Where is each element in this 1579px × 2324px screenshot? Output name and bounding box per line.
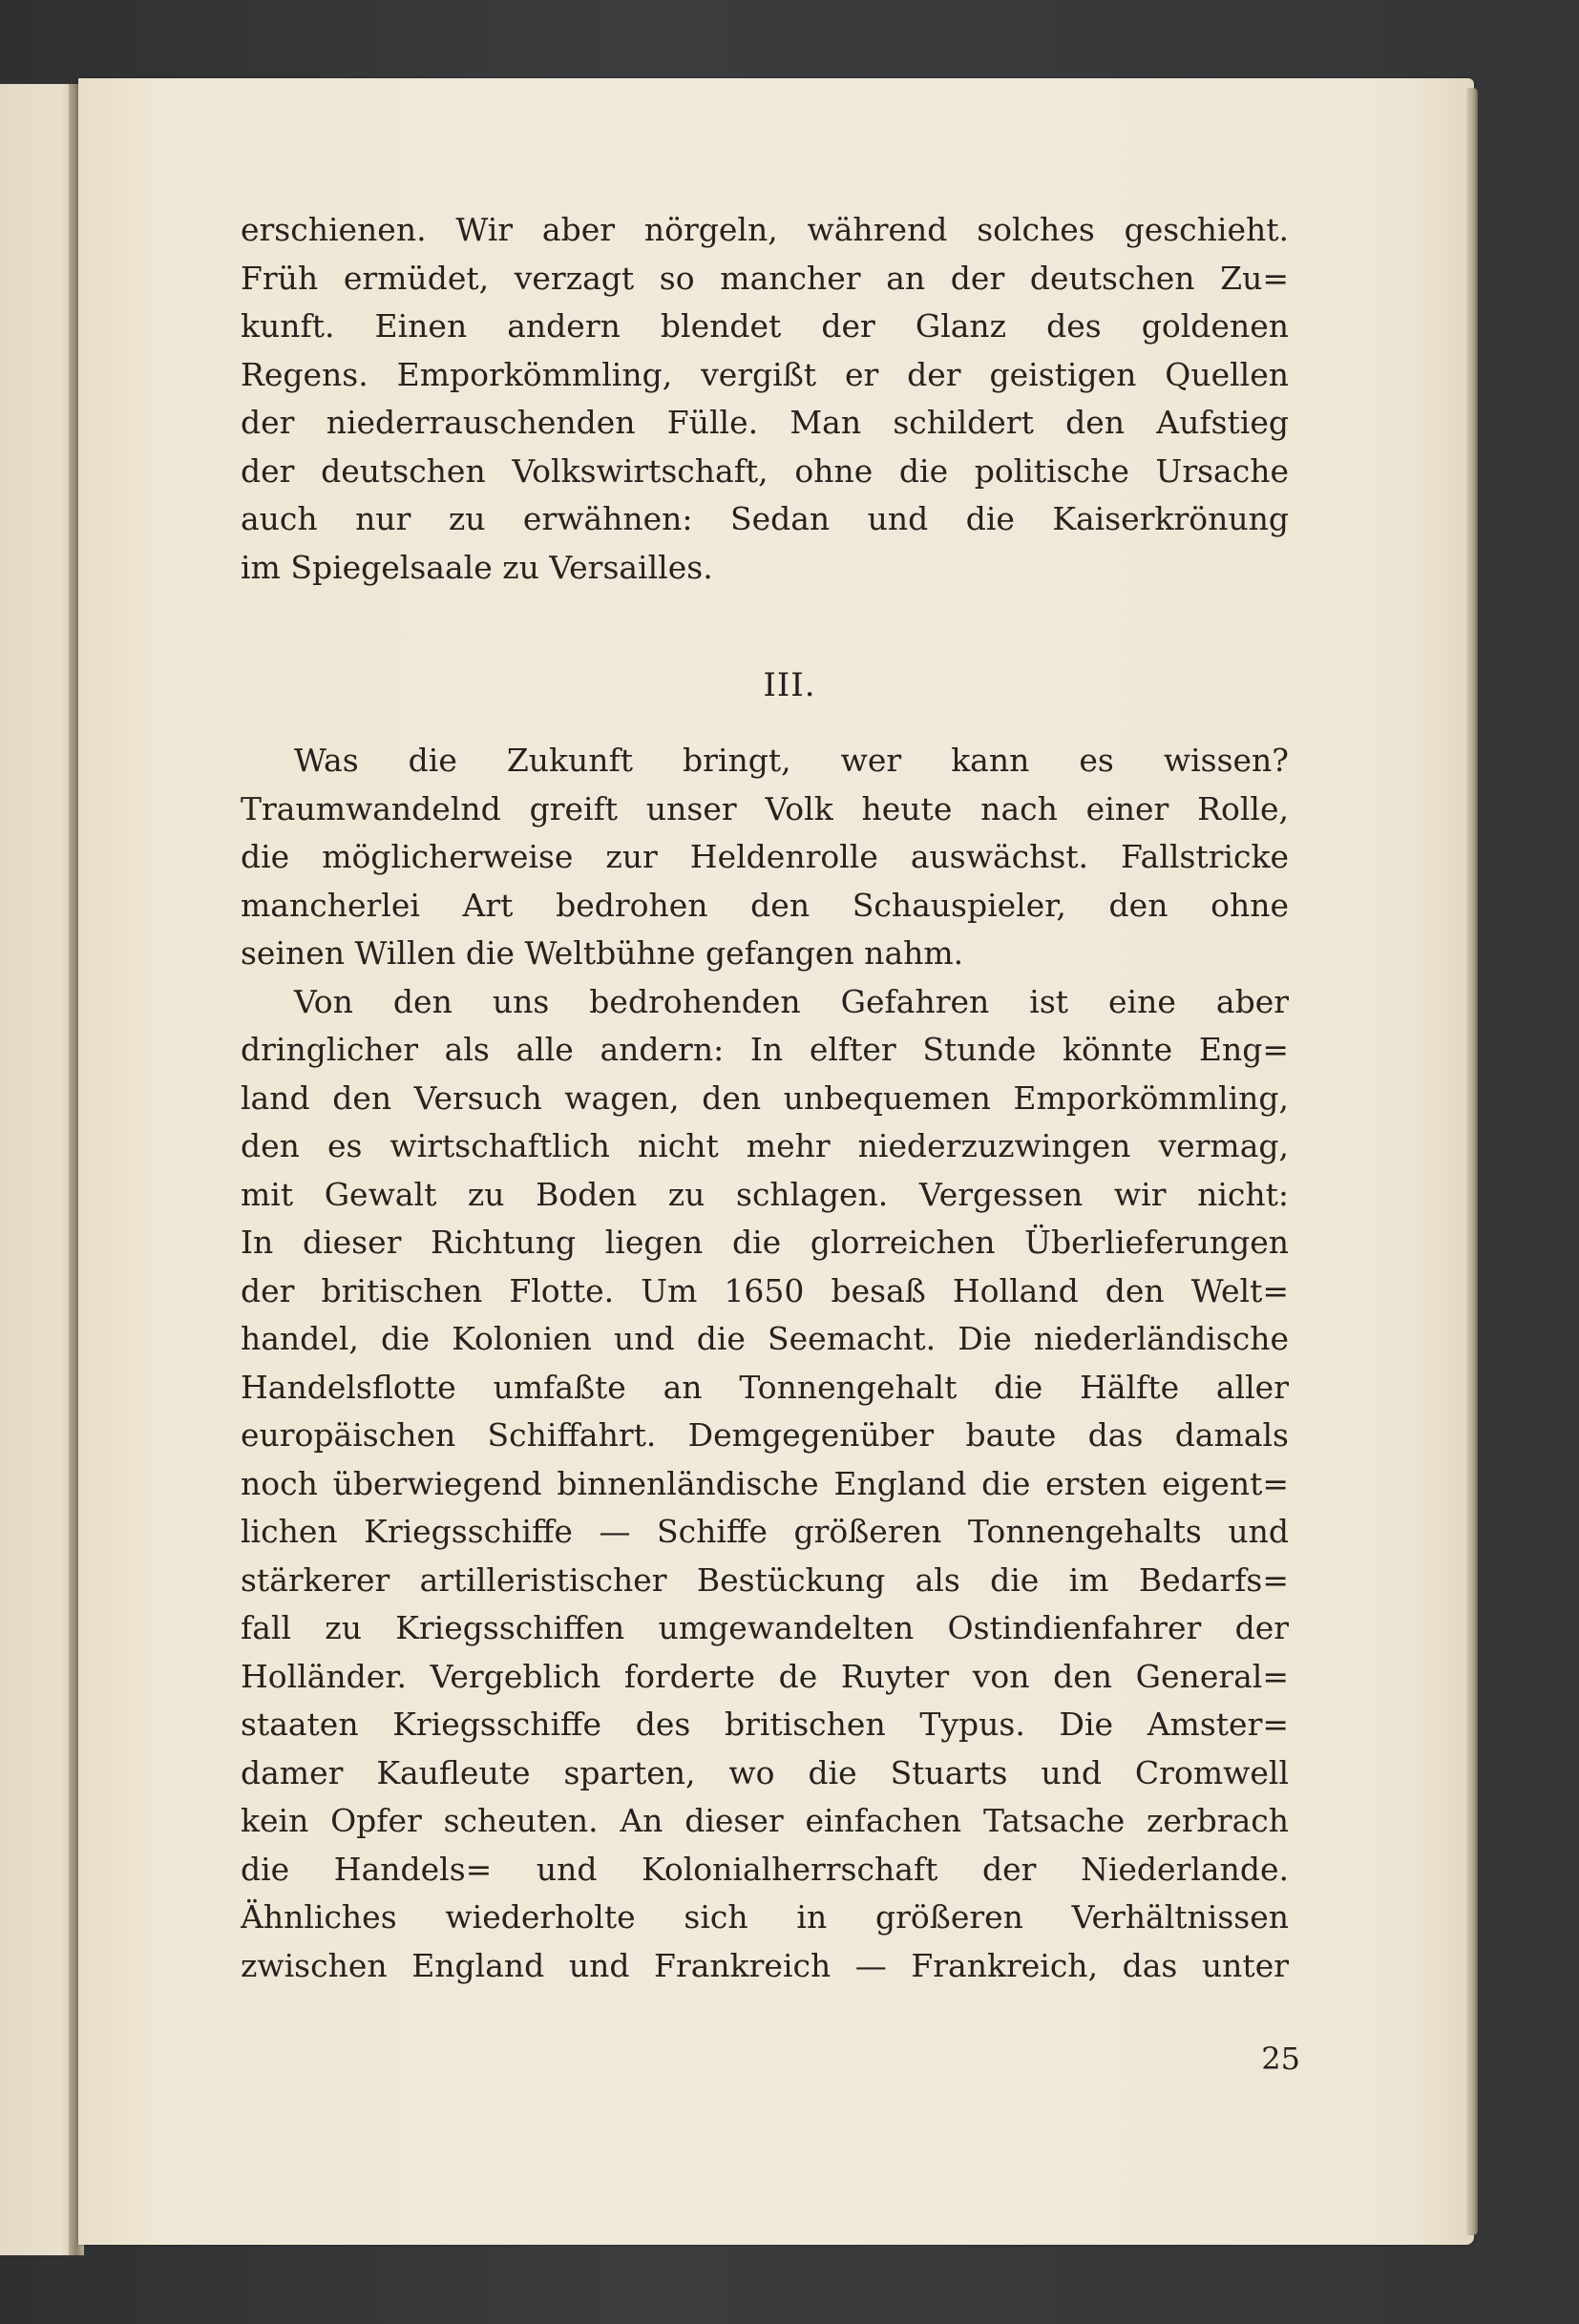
- text-line: der deutschen Volkswirtschaft, ohne die politische Ursache: [241, 451, 1289, 490]
- text-line: den es wirtschaftlich nicht mehr niederzuzwingen vermag,: [241, 1127, 1289, 1164]
- text-line: mancherlei Art bedrohen den Schauspieler, den ohne: [241, 886, 1289, 924]
- text-line: im Spiegelsaale zu Versailles.: [241, 548, 713, 586]
- text-line: Holländer. Vergeblich forderte de Ruyter von den General=: [241, 1657, 1289, 1695]
- text-line: die Handels= und Kolonialherrschaft der Niederlande.: [241, 1850, 1289, 1888]
- text-line: europäischen Schiffahrt. Demgegenüber baute das damals: [241, 1416, 1289, 1454]
- text-line: Regens. Emporkömmling, vergißt er der geistigen Quellen: [241, 355, 1289, 393]
- text-line: land den Versuch wagen, den unbequemen Emporkömmling,: [241, 1078, 1289, 1117]
- text-line: zwischen England und Frankreich — Frankreich, das unter: [241, 1946, 1289, 1984]
- text-line: damer Kaufleute sparten, wo die Stuarts und Cromwell: [241, 1753, 1289, 1791]
- text-main-section: [241, 737, 1289, 1990]
- text-line: Von den uns bedrohenden Gefahren ist eine aber: [294, 982, 1289, 1020]
- text-line: Traumwandelnd greift unser Volk heute nach einer Rolle,: [241, 789, 1289, 827]
- page-number: 25: [1261, 2041, 1300, 2077]
- text-line: In dieser Richtung liegen die glorreichen Überlieferungen: [241, 1224, 1289, 1261]
- text-line: noch überwiegend binnenländische England die ersten eigent=: [241, 1464, 1289, 1502]
- text-line: staaten Kriegsschiffe des britischen Typus. Die Amster=: [241, 1706, 1289, 1743]
- text-line: Früh ermüdet, verzagt so mancher an der deutschen Zu=: [241, 259, 1289, 297]
- text-line: Handelsflotte umfaßte an Tonnengehalt die Hälfte aller: [241, 1368, 1289, 1406]
- previous-page-edge: [0, 84, 76, 2255]
- text-line: kein Opfer scheuten. An dieser einfachen Tatsache zerbrach: [241, 1802, 1289, 1839]
- text-line: lichen Kriegsschiffe — Schiffe größeren Tonnengehalts und: [241, 1513, 1289, 1550]
- text-line: dringlicher als alle andern: In elfter Stunde könnte Eng=: [241, 1031, 1289, 1068]
- text-line: fall zu Kriegsschiffen umgewandelten Ostindienfahrer der: [241, 1609, 1289, 1646]
- text-line: Was die Zukunft bringt, wer kann es wissen?: [294, 742, 1289, 779]
- text-line: die möglicherweise zur Heldenrolle auswächst. Fallstricke: [241, 838, 1289, 875]
- text-line: kunft. Einen andern blendet der Glanz des goldenen: [241, 307, 1289, 345]
- text-line: der niederrauschenden Fülle. Man schildert den Aufstieg: [241, 404, 1289, 441]
- text-line: Ähnliches wiederholte sich in größeren Verhältnissen: [241, 1898, 1289, 1936]
- text-top-paragraph: [241, 206, 1289, 592]
- page-edge-shadow: [1466, 88, 1478, 2235]
- text-line: handel, die Kolonien und die Seemacht. Die niederländische: [241, 1320, 1289, 1357]
- text-line: mit Gewalt zu Boden zu schlagen. Vergessen wir nicht:: [241, 1175, 1289, 1213]
- text-line: erschienen. Wir aber nörgeln, während solches geschieht.: [241, 211, 1289, 248]
- text-line: seinen Willen die Weltbühne gefangen nahm.: [241, 934, 964, 972]
- text-line: der britischen Flotte. Um 1650 besaß Holland den Welt=: [241, 1271, 1289, 1309]
- text-line: stärkerer artilleristischer Bestückung als die im Bedarfs=: [241, 1560, 1289, 1599]
- section-heading: III.: [763, 666, 816, 704]
- text-line: auch nur zu erwähnen: Sedan und die Kaiserkrönung: [241, 500, 1289, 537]
